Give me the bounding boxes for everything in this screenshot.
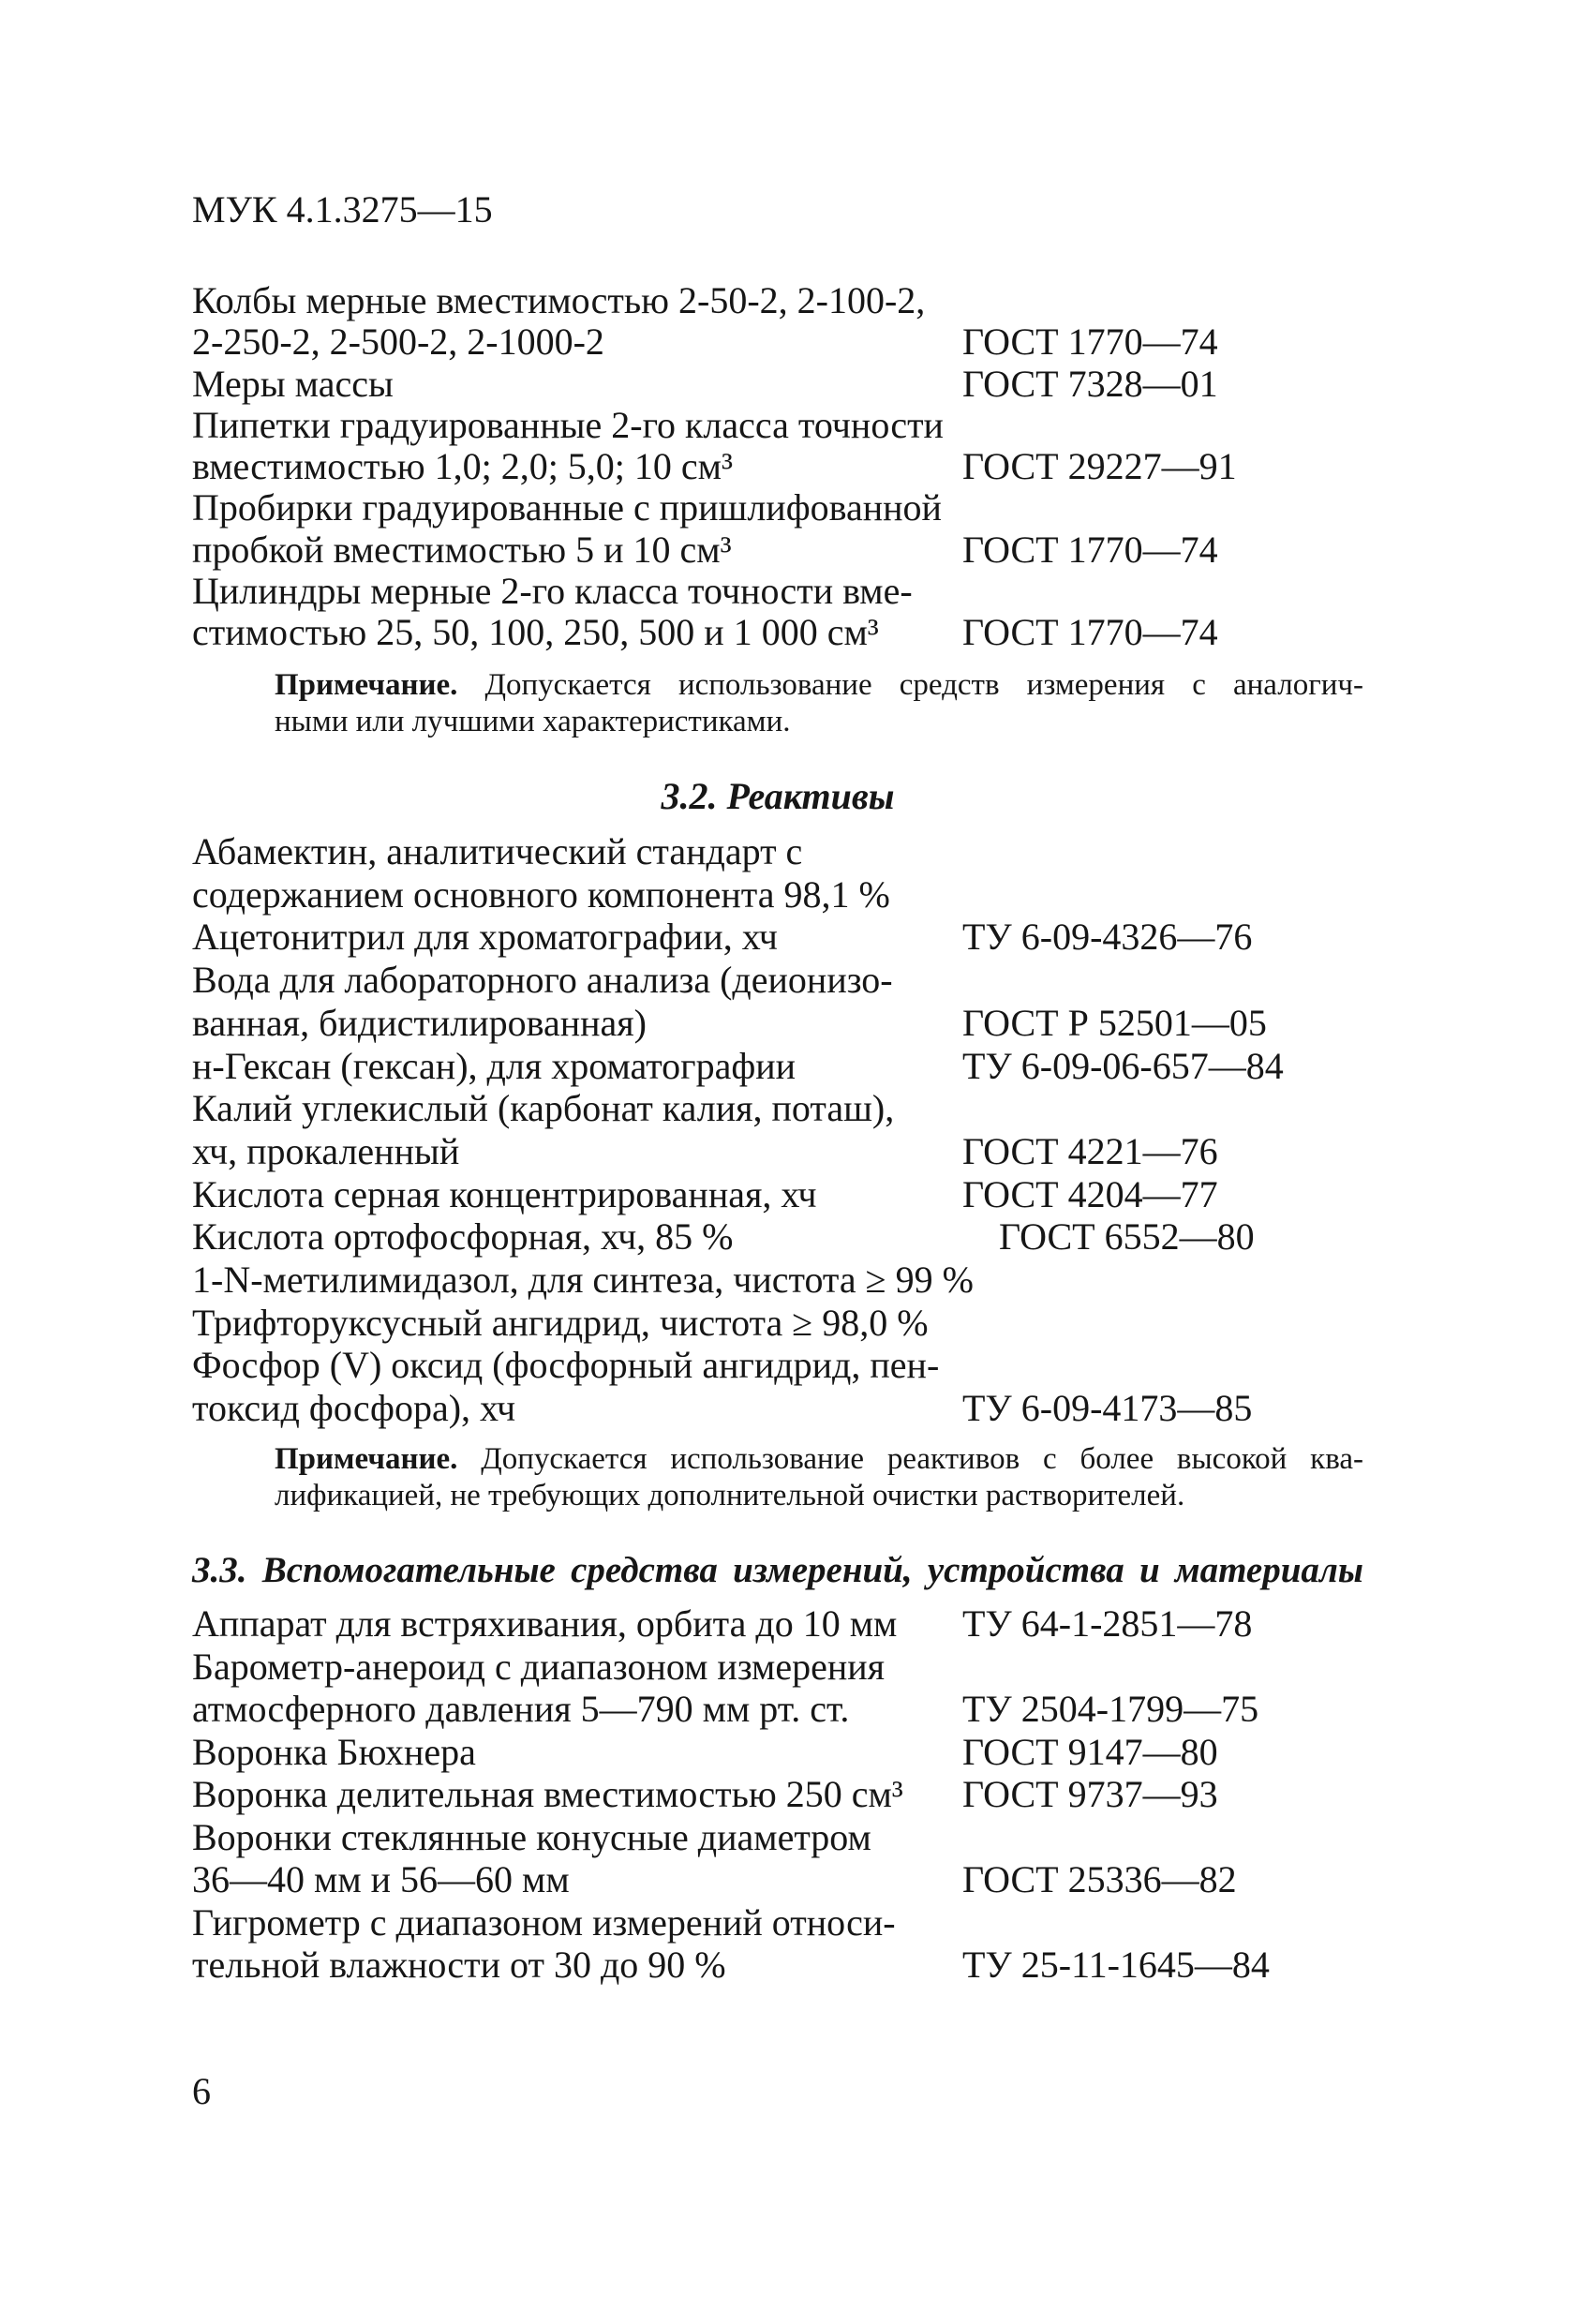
auxiliary-equipment-entry xyxy=(192,1731,1410,1774)
document-header: МУК 4.1.3275—15 xyxy=(192,188,493,231)
measuring-instrument-entry xyxy=(192,487,1410,571)
reagents-list xyxy=(192,830,1410,1430)
standard-reference: ТУ 2504-1799—75 xyxy=(962,1688,1259,1730)
note-text: Допускается использование реактивов с более высокой ква- xyxy=(481,1442,1363,1476)
entry-line: Ацетонитрил для хроматографии, хч xyxy=(192,916,778,959)
entry-line: Кислота серная концентрированная, хч xyxy=(192,1172,817,1215)
note-reagents xyxy=(275,1441,1363,1514)
measuring-instrument-entry xyxy=(192,364,1410,405)
reagent-entry xyxy=(192,1173,1410,1216)
entry-line: Трифторуксусный ангидрид, чистота ≥ 98,0 % xyxy=(192,1301,929,1344)
measuring-instrument-entry xyxy=(192,280,1410,364)
entry-description xyxy=(192,280,962,364)
entry-description xyxy=(192,405,962,488)
note-text-line: лификацией, не требующих дополнительной очистки растворителей. xyxy=(275,1479,1185,1512)
entry-line: Цилиндры мерные 2-го класса точности вме- xyxy=(192,570,913,613)
entry-description xyxy=(192,1087,962,1172)
entry-line: стимостью 25, 50, 100, 250, 500 и 1 000 см³ xyxy=(192,611,879,654)
entry-line: Колбы мерные вместимостью 2-50-2, 2-100-2, xyxy=(192,279,926,321)
entry-line: содержанием основного компонента 98,1 % xyxy=(192,872,890,916)
section-heading-3-2: 3.2. Реактивы xyxy=(661,775,895,817)
reagent-entry xyxy=(192,1045,1410,1088)
auxiliary-equipment-entry xyxy=(192,1773,1410,1816)
entry-line: Воронки стеклянные конусные диаметром xyxy=(192,1815,871,1858)
measuring-instrument-entry xyxy=(192,571,1410,654)
auxiliary-equipment-entry xyxy=(192,1901,1410,1987)
entry-description xyxy=(192,916,962,959)
entry-description xyxy=(192,1773,962,1816)
entry-line: Пробирки градуированные с пришлифованной xyxy=(192,486,942,529)
entry-line: тельной влажности от 30 до 90 % xyxy=(192,1944,726,1986)
entry-description xyxy=(192,364,962,405)
note-text-line: ными или лучшими характеристиками. xyxy=(275,705,791,738)
entry-description xyxy=(192,487,962,571)
standard-reference: ГОСТ 9737—93 xyxy=(962,1773,1218,1815)
standard-reference: ГОСТ Р 52501—05 xyxy=(962,1001,1267,1044)
standard-reference: ГОСТ 6552—80 xyxy=(999,1215,1255,1259)
entry-line: Абамектин, аналитический стандарт с xyxy=(192,830,803,872)
entry-description xyxy=(192,1731,962,1774)
reagent-entry xyxy=(192,1302,1410,1345)
note-text-line xyxy=(275,667,1363,704)
entry-description xyxy=(192,1646,962,1731)
entry-line: хч, прокаленный xyxy=(192,1129,460,1172)
standard-reference: ГОСТ 1770—74 xyxy=(962,611,1218,654)
entry-line: 36—40 мм и 56—60 мм xyxy=(192,1858,570,1900)
entry-description xyxy=(192,1215,962,1259)
note-measuring-instruments xyxy=(275,667,1363,740)
entry-line: Аппарат для встряхивания, орбита до 10 мм xyxy=(192,1602,898,1645)
entry-description xyxy=(192,1045,962,1088)
entry-line: Меры массы xyxy=(192,362,394,405)
standard-reference: ГОСТ 9147—80 xyxy=(962,1730,1218,1773)
entry-description xyxy=(192,1344,962,1429)
entry-line: Фосфор (V) оксид (фосфорный ангидрид, пен- xyxy=(192,1344,940,1387)
standard-reference: ТУ 6-09-4173—85 xyxy=(962,1387,1253,1430)
entry-line: Воронка Бюхнера xyxy=(192,1730,476,1773)
entry-line: ванная, бидистилированная) xyxy=(192,1001,647,1044)
entry-line: Пипетки градуированные 2-го класса точности xyxy=(192,403,944,446)
reagent-entry xyxy=(192,959,1410,1044)
section-heading-3-3: 3.3. Вспомогательные средства измерений, устройства и материалы xyxy=(192,1550,1363,1590)
standard-reference: ГОСТ 1770—74 xyxy=(962,528,1218,571)
entry-line: Вода для лабораторного анализа (деионизо- xyxy=(192,959,893,1002)
standard-reference: ТУ 25-11-1645—84 xyxy=(962,1944,1270,1986)
auxiliary-equipment-entry xyxy=(192,1602,1410,1646)
note-text: Допускается использование средств измерения с аналогич- xyxy=(484,668,1363,702)
entry-line: атмосферного давления 5—790 мм рт. ст. xyxy=(192,1688,850,1730)
note-text-line xyxy=(275,1441,1363,1478)
entry-line: 1-N-метилимидазол, для синтеза, чистота ≥ 99 % xyxy=(192,1259,974,1302)
entry-line: Гигрометр с диапазоном измерений относи- xyxy=(192,1900,896,1944)
entry-line: токсид фосфора), хч xyxy=(192,1387,516,1430)
page-number: 6 xyxy=(192,2070,211,2112)
standard-reference: ГОСТ 4221—76 xyxy=(962,1129,1218,1172)
standard-reference: ГОСТ 25336—82 xyxy=(962,1858,1237,1900)
entry-line: 2-250-2, 2-500-2, 2-1000-2 xyxy=(192,320,604,364)
auxiliary-equipment-entry xyxy=(192,1646,1410,1731)
entry-description xyxy=(192,1602,962,1646)
entry-line: н-Гексан (гексан), для хроматографии xyxy=(192,1044,796,1087)
entry-line: вместимостью 1,0; 2,0; 5,0; 10 см³ xyxy=(192,445,733,488)
standard-reference: ТУ 64-1-2851—78 xyxy=(962,1602,1253,1645)
auxiliary-equipment-entry xyxy=(192,1816,1410,1901)
entry-description xyxy=(192,1173,962,1216)
standard-reference: ТУ 6-09-06-657—84 xyxy=(962,1044,1284,1087)
reagent-entry xyxy=(192,1259,1410,1302)
entry-description xyxy=(192,1259,974,1302)
entry-description xyxy=(192,1901,962,1987)
standard-reference: ГОСТ 29227—91 xyxy=(962,445,1237,488)
reagent-entry xyxy=(192,916,1410,959)
entry-description xyxy=(192,959,962,1044)
standard-reference: ГОСТ 4204—77 xyxy=(962,1172,1218,1215)
standard-reference: ГОСТ 7328—01 xyxy=(962,362,1218,405)
standard-reference: ТУ 6-09-4326—76 xyxy=(962,916,1253,959)
reagent-entry xyxy=(192,1215,1410,1259)
entry-line: Калий углекислый (карбонат калия, поташ), xyxy=(192,1087,895,1130)
entry-line: Кислота ортофосфорная, хч, 85 % xyxy=(192,1215,734,1259)
reagent-entry xyxy=(192,1344,1410,1429)
entry-line: Барометр-анероид с диапазоном измерения xyxy=(192,1645,886,1688)
entry-line: Воронка делительная вместимостью 250 см³ xyxy=(192,1773,903,1815)
entry-description xyxy=(192,1302,962,1345)
reagent-entry xyxy=(192,830,1410,916)
measuring-instrument-entry xyxy=(192,405,1410,488)
entry-description xyxy=(192,830,962,916)
measuring-instruments-list xyxy=(192,280,1410,654)
note-label: Примечание. xyxy=(275,1442,458,1476)
entry-description xyxy=(192,1816,962,1901)
standard-reference: ГОСТ 1770—74 xyxy=(962,320,1218,364)
entry-description xyxy=(192,571,962,654)
entry-line: пробкой вместимостью 5 и 10 см³ xyxy=(192,528,732,571)
note-label: Примечание. xyxy=(275,668,458,702)
auxiliary-equipment-list xyxy=(192,1602,1410,1987)
reagent-entry xyxy=(192,1087,1410,1172)
